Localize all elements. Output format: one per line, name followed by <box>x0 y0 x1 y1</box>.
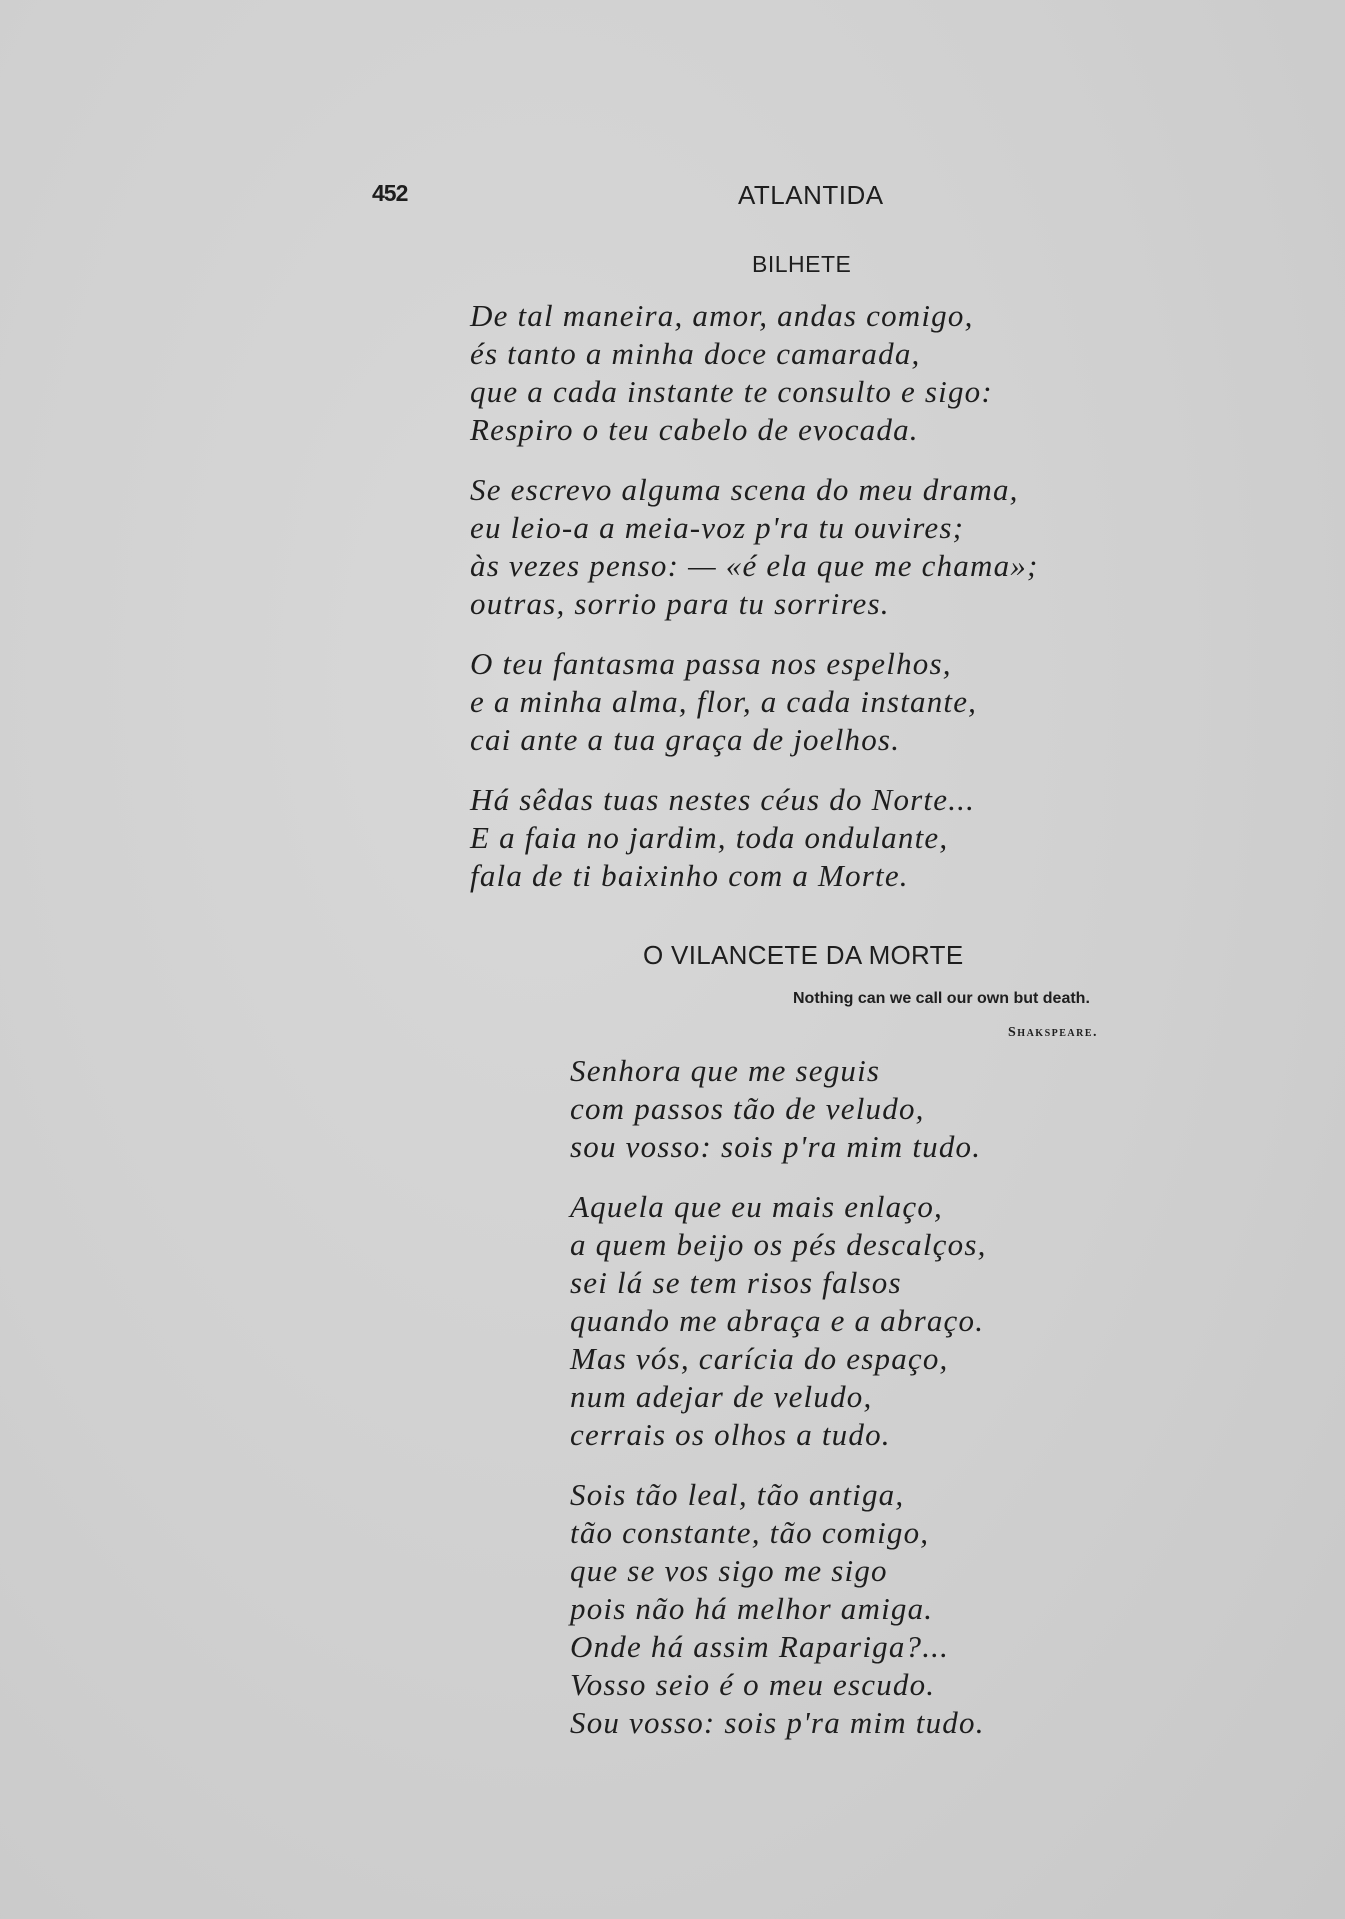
epigraph: Nothing can we call our own but death. <box>793 990 1090 1007</box>
epigraph-author: Shakspeare. <box>1008 1025 1099 1040</box>
verse-line: quando me abraça e a abraço. <box>570 1303 985 1338</box>
verse-line: outras, sorrio para tu sorrires. <box>470 586 890 621</box>
verse-line: Se escrevo alguma scena do meu drama, <box>470 472 1019 507</box>
poem-title-bilhete: BILHETE <box>752 251 852 277</box>
verse-line: que se vos sigo me sigo <box>570 1553 888 1588</box>
verse-line: Senhora que me seguis <box>570 1053 881 1088</box>
verse-line: Há sêdas tuas nestes céus do Norte... <box>470 782 976 817</box>
verse-line: num adejar de veludo, <box>570 1379 873 1414</box>
verse-line: Respiro o teu cabelo de evocada. <box>470 412 919 447</box>
verse-line: cai ante a tua graça de joelhos. <box>470 722 901 757</box>
verse-line: és tanto a minha doce camarada, <box>470 336 921 371</box>
poem-title-vilancete: O VILANCETE DA MORTE <box>643 940 964 970</box>
verse-line: De tal maneira, amor, andas comigo, <box>470 298 974 333</box>
verse-line: com passos tão de veludo, <box>570 1091 925 1126</box>
stanza <box>570 1188 987 1454</box>
verse-line: Vosso seio é o meu escudo. <box>570 1667 936 1702</box>
poem-vilancete <box>570 1052 987 1764</box>
stanza <box>570 1476 987 1742</box>
verse-line: fala de ti baixinho com a Morte. <box>470 858 909 893</box>
verse-line: Onde há assim Rapariga?... <box>570 1629 950 1664</box>
verse-line: que a cada instante te consulto e sigo: <box>470 374 993 409</box>
stanza <box>470 471 1039 623</box>
verse-line: Aquela que eu mais enlaço, <box>570 1189 943 1224</box>
stanza <box>470 781 1039 895</box>
verse-line: Sou vosso: sois p'ra mim tudo. <box>570 1705 985 1740</box>
page-header <box>0 180 1345 210</box>
verse-line: Sois tão leal, tão antiga, <box>570 1477 905 1512</box>
page-number: 452 <box>372 180 408 206</box>
verse-line: Mas vós, carícia do espaço, <box>570 1341 949 1376</box>
verse-line: tão constante, tão comigo, <box>570 1515 930 1550</box>
stanza <box>570 1052 987 1166</box>
verse-line: sou vosso: sois p'ra mim tudo. <box>570 1129 982 1164</box>
verse-line: cerrais os olhos a tudo. <box>570 1417 891 1452</box>
verse-line: a quem beijo os pés descalços, <box>570 1227 987 1262</box>
verse-line: eu leio-a a meia-voz p'ra tu ouvires; <box>470 510 965 545</box>
verse-line: às vezes penso: — «é ela que me chama»; <box>470 548 1039 583</box>
verse-line: O teu fantasma passa nos espelhos, <box>470 646 952 681</box>
poem-bilhete <box>470 297 1039 917</box>
verse-line: pois não há melhor amiga. <box>570 1591 934 1626</box>
verse-line: sei lá se tem risos falsos <box>570 1265 902 1300</box>
verse-line: e a minha alma, flor, a cada instante, <box>470 684 978 719</box>
stanza <box>470 297 1039 449</box>
running-title: ATLANTIDA <box>738 180 884 210</box>
verse-line: E a faia no jardim, toda ondulante, <box>470 820 949 855</box>
stanza <box>470 645 1039 759</box>
